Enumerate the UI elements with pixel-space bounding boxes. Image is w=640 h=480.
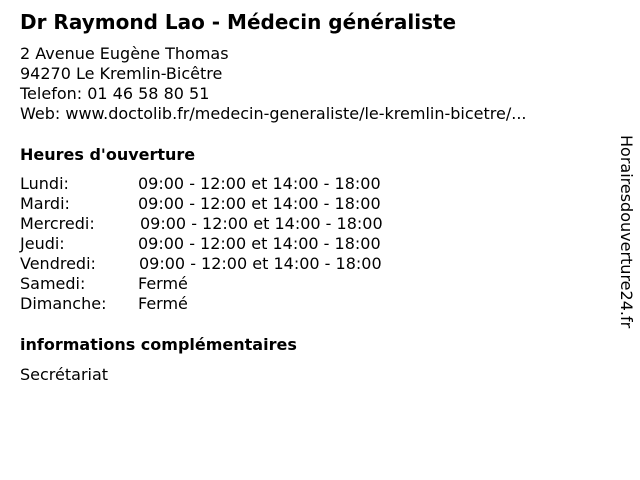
hours-day: Mardi: [20, 194, 70, 213]
additional-info-text: Secrétariat [20, 365, 109, 384]
hours-time: Fermé [138, 274, 188, 293]
hours-day: Mercredi: [20, 214, 95, 233]
opening-hours-heading: Heures d'ouverture [20, 145, 196, 164]
page-title: Dr Raymond Lao - Médecin généraliste [20, 10, 457, 34]
hours-day: Vendredi: [20, 254, 96, 273]
hours-day: Dimanche: [20, 294, 107, 313]
hours-time: 09:00 - 12:00 et 14:00 - 18:00 [138, 194, 381, 213]
hours-time: 09:00 - 12:00 et 14:00 - 18:00 [138, 174, 381, 193]
hours-day: Lundi: [20, 174, 69, 193]
hours-time: Fermé [138, 294, 188, 313]
watermark-text: Horairesdouverture24.fr [617, 135, 636, 329]
additional-info-heading: informations complémentaires [20, 335, 297, 354]
hours-time: 09:00 - 12:00 et 14:00 - 18:00 [140, 214, 383, 233]
phone-number: Telefon: 01 46 58 80 51 [20, 84, 210, 103]
hours-time: 09:00 - 12:00 et 14:00 - 18:00 [138, 234, 381, 253]
address-city: 94270 Le Kremlin-Bicêtre [20, 64, 223, 83]
contact-info [20, 44, 526, 124]
site-watermark [612, 135, 636, 371]
address-street: 2 Avenue Eugène Thomas [20, 44, 229, 63]
website-link: Web: www.doctolib.fr/medecin-generaliste/le-kremlin-bicetre/... [20, 104, 527, 123]
hours-day: Jeudi: [20, 234, 65, 253]
hours-time: 09:00 - 12:00 et 14:00 - 18:00 [139, 254, 382, 273]
hours-day: Samedi: [20, 274, 86, 293]
